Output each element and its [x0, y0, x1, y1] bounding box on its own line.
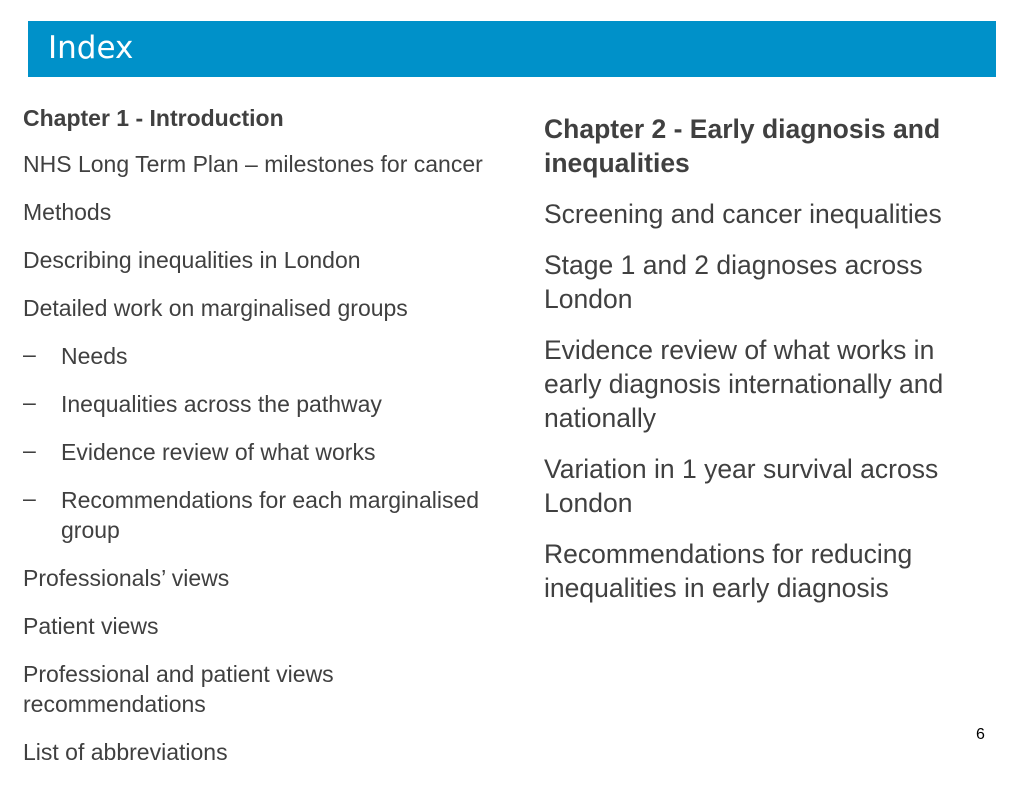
- index-item-evidence-review-early-diagnosis: Evidence review of what works in early diagnosis internationally and nationally: [544, 335, 944, 433]
- index-item-describing-inequalities: Describing inequalities in London: [23, 247, 361, 273]
- dash-bullet: –: [23, 389, 36, 415]
- index-subitem-evidence-review: [23, 437, 538, 467]
- index-item-stage-diagnoses: Stage 1 and 2 diagnoses across London: [544, 250, 923, 314]
- index-item-methods: Methods: [23, 199, 112, 225]
- dash-bullet: –: [23, 485, 36, 511]
- index-item-patient-views: Patient views: [23, 613, 159, 639]
- index-subitem-label: Inequalities across the pathway: [61, 391, 382, 417]
- dash-bullet: –: [23, 341, 36, 367]
- index-item-screening: Screening and cancer inequalities: [544, 199, 942, 229]
- index-item-survival-variation: Variation in 1 year survival across London: [544, 454, 939, 518]
- dash-bullet: –: [23, 437, 36, 463]
- index-subitem-label: Evidence review of what works: [61, 439, 376, 465]
- page-number: 6: [976, 726, 985, 743]
- chapter-2-heading: Chapter 2 - Early diagnosis and inequalities: [544, 114, 941, 178]
- index-item-marginalised-groups: Detailed work on marginalised groups: [23, 295, 408, 321]
- title-bar: [28, 21, 996, 77]
- index-item-nhs-long-term-plan: NHS Long Term Plan – milestones for cancer: [23, 151, 483, 177]
- index-subitem-needs: [23, 341, 538, 371]
- index-subitem-inequalities-pathway: [23, 389, 538, 419]
- index-column-right: [544, 112, 984, 622]
- index-column-left: [23, 103, 538, 785]
- page-title: Index: [48, 30, 134, 66]
- index-item-recommendations-early-diagnosis: Recommendations for reducing inequalities in early diagnosis: [544, 539, 913, 603]
- index-item-abbreviations: List of abbreviations: [23, 739, 228, 765]
- index-item-views-recommendations: Professional and patient views recommendations: [23, 661, 334, 717]
- index-item-professionals-views: Professionals’ views: [23, 565, 230, 591]
- chapter-1-heading: Chapter 1 - Introduction: [23, 105, 284, 131]
- index-subitem-recommendations: [23, 485, 538, 545]
- index-subitem-label: Needs: [61, 343, 128, 369]
- index-subitem-label: Recommendations for each marginalised group: [61, 487, 480, 543]
